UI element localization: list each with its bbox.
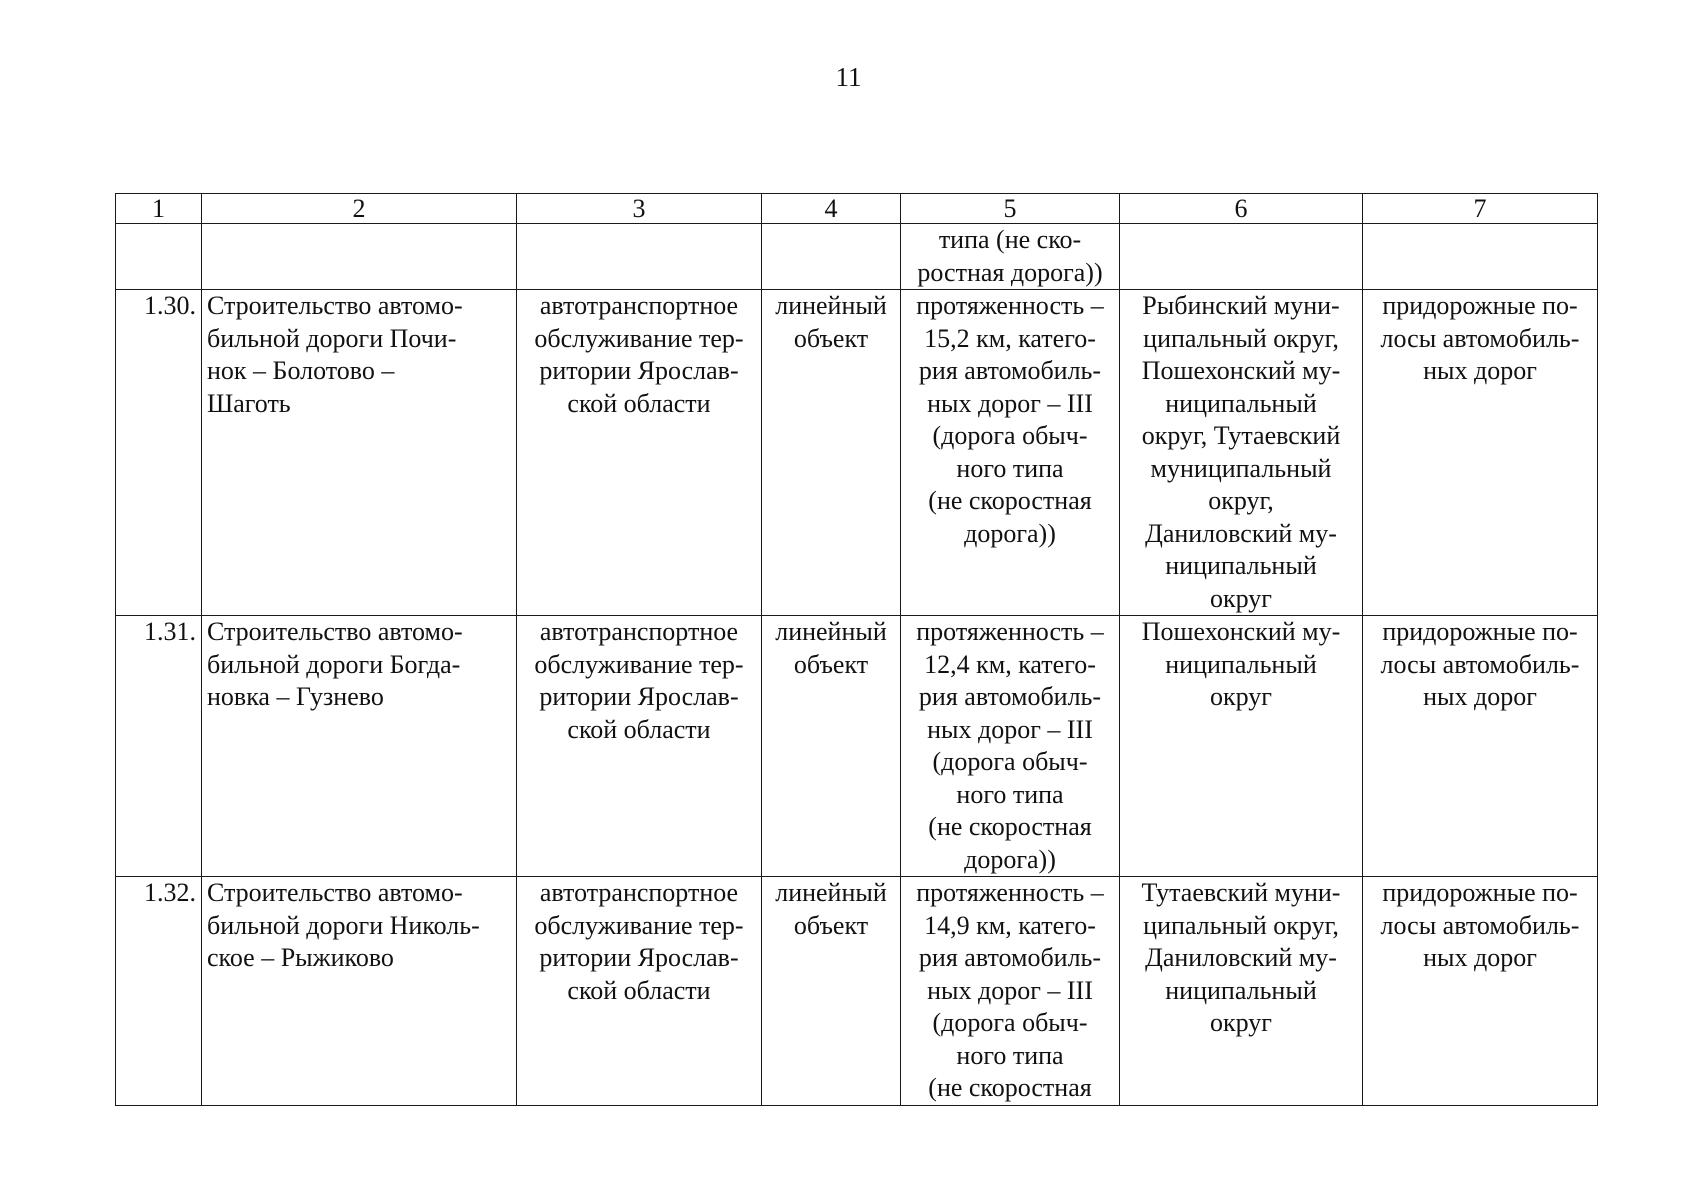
page-number: 11 <box>835 62 862 92</box>
cell-text-line: (дорога обыч- <box>932 421 1088 450</box>
cell-text-line: 14,9 км, катего- <box>924 910 1096 940</box>
row-number-cell: 1.31. <box>116 616 202 877</box>
cell-text-line: ных дорог – III <box>927 975 1093 1005</box>
cell-text-line: Тутаевский муни- <box>1141 878 1341 907</box>
cell-text-line: бильной дороги Николь- <box>207 910 480 940</box>
continuation-cell <box>1363 224 1598 290</box>
cell-text-line: линейный <box>775 878 887 907</box>
cell-text-line: ниципальный <box>1165 551 1317 580</box>
continuation-characteristics-cell <box>901 224 1120 290</box>
cell-text-line: автотранспортное <box>539 617 739 646</box>
object-type-cell <box>762 616 901 877</box>
cell-text-line: ных дорог – III <box>927 714 1093 744</box>
cell-text-line: (не скоростная <box>928 812 1092 841</box>
column-number-row <box>116 194 1598 224</box>
cell-text-line: придорожные по- <box>1382 291 1578 320</box>
purpose-cell <box>517 290 762 616</box>
cell-text-line: объект <box>793 323 869 353</box>
cell-text-line: округ, <box>1208 486 1274 515</box>
cell-text-line: автотранспортное <box>539 291 739 320</box>
continuation-cell <box>202 224 517 290</box>
row-number-cell: 1.30. <box>116 290 202 616</box>
cell-text-line: бильной дороги Богда- <box>207 649 461 679</box>
cell-text-line: лосы автомобиль- <box>1380 910 1580 940</box>
cell-text-line: Строительство автомо- <box>207 291 463 320</box>
cell-text-line: протяженность – <box>916 617 1104 646</box>
cell-text-line: линейный <box>775 617 887 646</box>
cell-text-line: рия автомобиль- <box>918 356 1102 385</box>
cell-text-line: Строительство автомо- <box>207 617 463 646</box>
cell-text-line: ных дорог <box>1423 356 1537 385</box>
cell-text-line: ных дорог – III <box>927 388 1093 418</box>
cell-text-line: Рыбинский муни- <box>1142 291 1340 320</box>
cell-text-line: округ <box>1210 583 1272 613</box>
zones-cell <box>1363 290 1598 616</box>
cell-text-line: ростная дорога)) <box>917 257 1103 287</box>
cell-text-line: ципальный округ, <box>1143 323 1339 353</box>
object-type-cell <box>762 290 901 616</box>
cell-text-line: ской области <box>567 714 711 744</box>
cell-text-line: дорога)) <box>964 844 1056 874</box>
cell-text-line: бильной дороги Почи- <box>207 323 457 353</box>
location-cell <box>1120 616 1363 877</box>
cell-text-line: ской области <box>567 975 711 1005</box>
location-cell <box>1120 290 1363 616</box>
cell-text-line: дорога)) <box>964 518 1056 548</box>
cell-text-line: 12,4 км, катего- <box>924 649 1096 679</box>
zones-cell <box>1363 877 1598 1106</box>
cell-text-line: ных дорог <box>1423 682 1537 711</box>
cell-text-line: ритории Ярослав- <box>539 943 739 972</box>
row-number-cell: 1.32. <box>116 877 202 1106</box>
characteristics-cell <box>901 877 1120 1106</box>
column-number-cell: 6 <box>1120 194 1363 224</box>
cell-text-line: придорожные по- <box>1382 617 1578 646</box>
cell-text-line: протяженность – <box>916 291 1104 320</box>
cell-text-line: обслуживание тер- <box>534 323 744 353</box>
cell-text-line: ниципальный <box>1165 975 1317 1005</box>
table-row <box>116 616 1598 877</box>
cell-text-line: (дорога обыч- <box>932 747 1088 776</box>
zones-cell <box>1363 616 1598 877</box>
cell-text-line: ного типа <box>956 779 1064 809</box>
cell-text-line: ного типа <box>956 453 1064 483</box>
object-name-cell <box>202 290 517 616</box>
continuation-row <box>116 224 1598 290</box>
continuation-cell <box>116 224 202 290</box>
cell-text-line: ного типа <box>956 1040 1064 1070</box>
characteristics-cell <box>901 290 1120 616</box>
cell-text-line: ципальный округ, <box>1143 910 1339 940</box>
objects-table <box>115 193 1598 1106</box>
column-number-cell: 4 <box>762 194 901 224</box>
cell-text-line: ритории Ярослав- <box>539 356 739 385</box>
cell-text-line: новка – Гузнево <box>207 682 384 711</box>
cell-text-line: (не скоростная <box>928 1073 1092 1102</box>
column-number-cell: 1 <box>116 194 202 224</box>
continuation-cell <box>517 224 762 290</box>
cell-text-line: 15,2 км, катего- <box>924 323 1096 353</box>
cell-text-line: лосы автомобиль- <box>1380 323 1580 353</box>
cell-text-line: лосы автомобиль- <box>1380 649 1580 679</box>
cell-text-line: Строительство автомо- <box>207 878 463 907</box>
cell-text-line: ниципальный <box>1165 649 1317 679</box>
cell-text-line: (не скоростная <box>928 486 1092 515</box>
cell-text-line: округ <box>1210 682 1272 711</box>
cell-text-line: округ, Тутаевский <box>1141 421 1341 450</box>
cell-text-line: Пошехонский му- <box>1141 356 1341 385</box>
object-name-cell <box>202 616 517 877</box>
cell-text-line: Даниловский му- <box>1145 943 1337 972</box>
column-number-cell: 7 <box>1363 194 1598 224</box>
object-type-cell <box>762 877 901 1106</box>
table-row <box>116 877 1598 1106</box>
cell-text-line: (дорога обыч- <box>932 1008 1088 1037</box>
cell-text-line: Шаготь <box>207 388 291 418</box>
cell-text-line: рия автомобиль- <box>918 682 1102 711</box>
cell-text-line: ской области <box>567 388 711 418</box>
continuation-cell <box>1120 224 1363 290</box>
cell-text-line: типа (не ско- <box>938 225 1082 254</box>
table-row <box>116 290 1598 616</box>
cell-text-line: Даниловский му- <box>1145 518 1337 548</box>
column-number-cell: 5 <box>901 194 1120 224</box>
column-number-cell: 3 <box>517 194 762 224</box>
characteristics-cell <box>901 616 1120 877</box>
cell-text-line: ных дорог <box>1423 943 1537 972</box>
column-number-cell: 2 <box>202 194 517 224</box>
cell-text-line: Пошехонский му- <box>1141 617 1341 646</box>
purpose-cell <box>517 877 762 1106</box>
cell-text-line: округ <box>1210 1008 1272 1037</box>
cell-text-line: автотранспортное <box>539 878 739 907</box>
cell-text-line: придорожные по- <box>1382 878 1578 907</box>
continuation-cell <box>762 224 901 290</box>
purpose-cell <box>517 616 762 877</box>
cell-text-line: нок – Болотово – <box>207 356 395 385</box>
cell-text-line: ниципальный <box>1165 388 1317 418</box>
cell-text-line: рия автомобиль- <box>918 943 1102 972</box>
cell-text-line: объект <box>793 649 869 679</box>
object-name-cell <box>202 877 517 1106</box>
cell-text-line: ритории Ярослав- <box>539 682 739 711</box>
cell-text-line: ское – Рыжиково <box>207 943 394 972</box>
cell-text-line: обслуживание тер- <box>534 649 744 679</box>
location-cell <box>1120 877 1363 1106</box>
cell-text-line: обслуживание тер- <box>534 910 744 940</box>
cell-text-line: линейный <box>775 291 887 320</box>
cell-text-line: муниципальный <box>1150 453 1332 483</box>
cell-text-line: протяженность – <box>916 878 1104 907</box>
cell-text-line: объект <box>793 910 869 940</box>
